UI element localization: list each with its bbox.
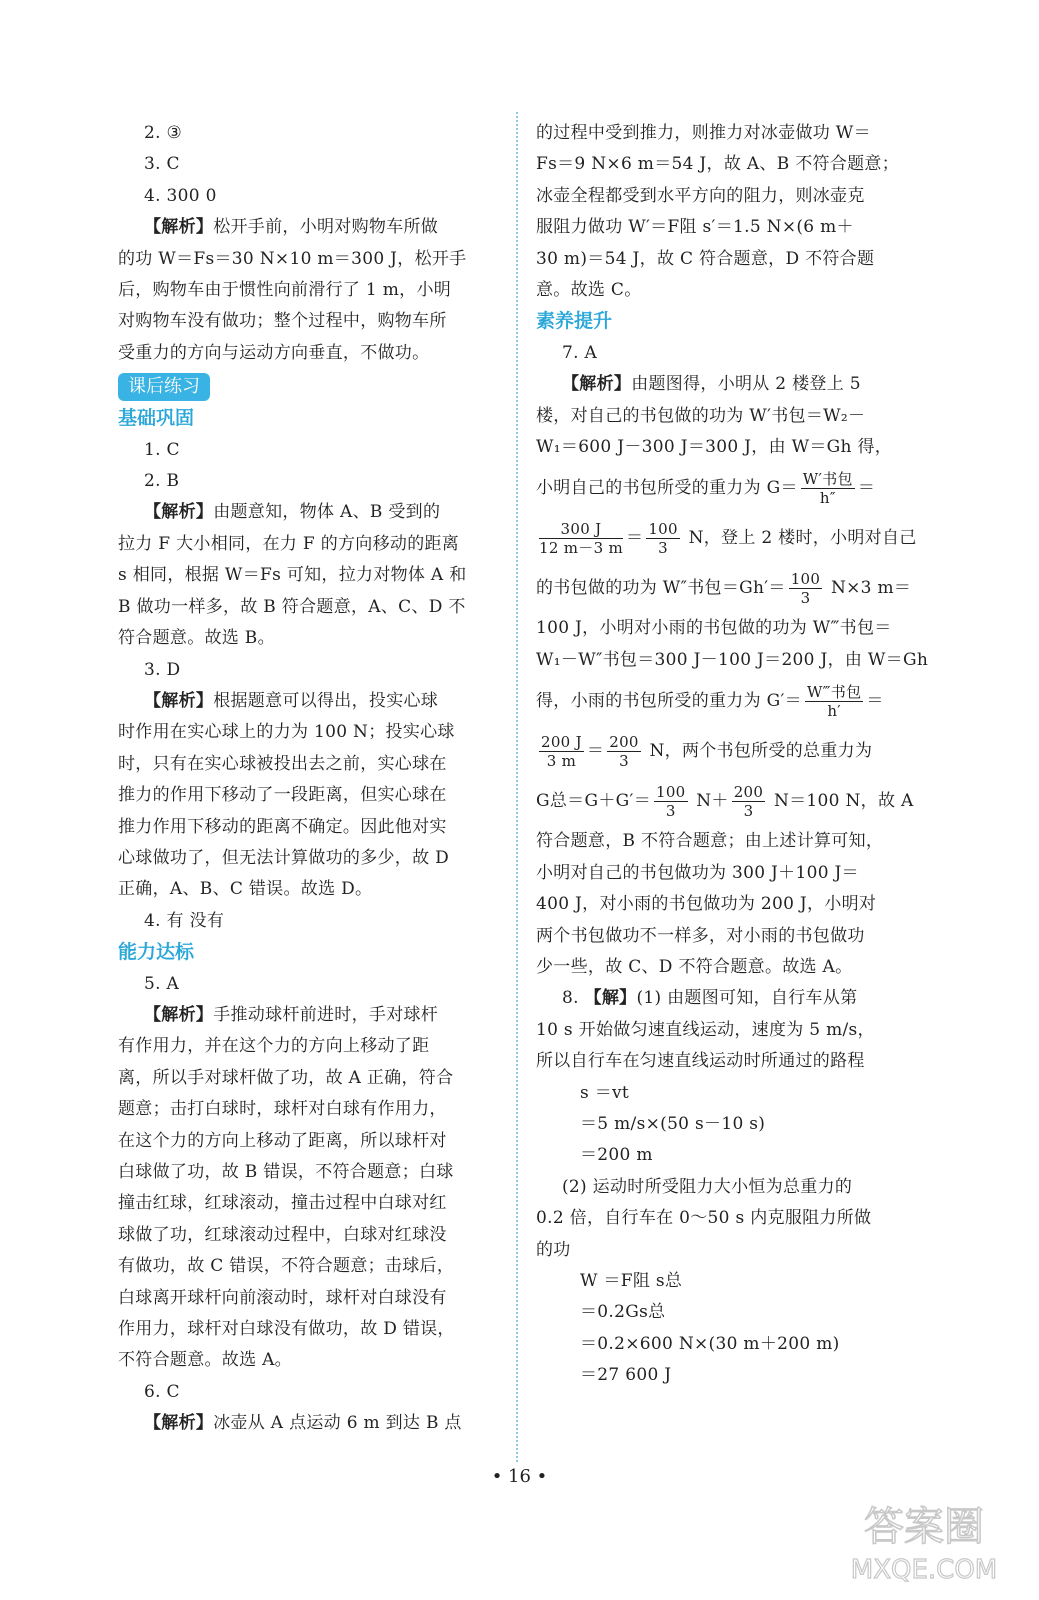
fraction-numerator: 200 [609,733,639,752]
text-content: 有作用力，并在这个力的方向上移动了距 [118,1036,430,1057]
text-content: W₁＝600 J－300 J＝300 J，由 W＝Gh 得， [536,437,893,458]
text-content: 对购物车没有做功；整个过程中，购物车所 [118,311,447,332]
text-content: 100 J，小明对小雨的书包做的功为 W‴书包＝ [536,618,892,639]
text-content: G总＝G＋G′＝ [536,791,651,812]
analysis-tag: 【解析】 [144,1004,214,1025]
column-divider [516,112,518,1462]
text-content: 题意；击打白球时，球杆对白球有作用力， [118,1099,447,1120]
section-banner: 课后练习 [118,373,210,401]
text-content: 在这个力的方向上移动了距离，所以球杆对 [118,1130,447,1151]
text-content: 两个书包做功不一样多，对小雨的书包做功 [536,925,865,946]
text-line [536,776,918,826]
fraction-denominator: 3 [743,802,754,821]
text-content: 2. B [144,471,180,492]
text-content: ＝ [857,478,876,499]
text-line [118,1063,500,1094]
text-content: 受重力的方向与运动方向垂直，不做功。 [118,342,430,363]
text-content: 正确，A、B、C 错误。故选 D。 [118,879,373,900]
text-content: 离，所以手对球杆做了功，故 A 正确，符合 [118,1067,454,1088]
text-line [118,780,500,811]
fraction-numerator: 300 J [539,520,623,539]
text-line [118,1188,500,1219]
text-content: 2. ③ [144,123,183,143]
analysis-tag: 【解析】 [144,502,214,523]
fraction [654,783,688,820]
text-line [118,306,500,337]
text-content: 推力作用下移动的距离不确定。因此他对实 [118,816,447,837]
solution-tag: 【解】 [584,988,637,1009]
analysis-tag: 【解析】 [144,217,214,238]
text-content: N，两个书包所受的总重力为 [643,741,873,762]
fraction [539,520,623,557]
text-content: 根据题意可以得出，投实心球 [213,690,439,711]
text-content: 时，只有在实心球被投出去之前，实心球在 [118,753,447,774]
text-line [536,826,918,857]
text-line [118,1345,500,1376]
fraction-numerator: 100 [648,520,678,539]
text-line [536,369,918,400]
text-line [118,1408,500,1439]
text-content: N＋ [690,791,729,812]
text-content: 符合题意，B 不符合题意；由上述计算可知， [536,831,884,852]
right-column [536,118,929,1392]
text-line [118,118,500,149]
text-line [118,749,500,780]
text-content: 10 s 开始做匀速直线运动，速度为 5 m/s， [536,1019,875,1040]
section-heading: 能力达标 [118,941,195,964]
text-line [118,969,500,1000]
text-content: 楼，对自己的书包做的功为 W′书包＝W₂－ [536,405,866,426]
section-heading: 素养提升 [536,310,613,333]
text-line [118,1220,500,1251]
text-content: (2) 运动时所受阻力大小恒为总重力的 [562,1176,853,1197]
text-content: 的书包做的功为 W″书包＝Gh′＝ [536,578,786,599]
watermark-line2: MXQE.COM [850,1555,998,1585]
fraction-numerator: 100 [790,570,821,589]
text-content: 6. C [144,1381,180,1402]
fraction-denominator: 12 m－3 m [539,539,624,558]
text-content: N×3 m＝ [825,578,912,599]
text-line [118,560,500,591]
analysis-tag: 【解析】 [562,374,632,395]
text-content: 由题意知，物体 A、B 受到的 [213,502,441,523]
text-line [536,118,918,149]
text-line [536,983,918,1014]
text-line [536,1266,918,1297]
watermark-line1: 答案圈 [864,1504,984,1550]
text-content: ＝ [626,528,644,549]
text-content: 符合题意。故选 B。 [118,628,275,649]
text-line [118,812,500,843]
text-line [536,401,918,432]
fraction-denominator: 3 [665,802,676,821]
text-line [536,1297,918,1328]
text-content: 4. 有 没有 [144,910,225,931]
text-content: 由题图得，小明从 2 楼登上 5 [631,374,861,395]
text-content: s 相同，根据 W＝Fs 可知，拉力对物体 A 和 [118,565,467,586]
fraction-denominator: 3 [658,539,669,558]
left-column [118,118,500,1440]
text-line [118,1157,500,1188]
text-line [118,1000,500,1031]
text-content: 不符合题意。故选 A。 [118,1350,292,1371]
text-line [536,726,918,776]
text-line [536,645,929,676]
text-content: ＝0.2Gs总 [580,1302,666,1323]
text-line [118,592,500,623]
fraction [646,520,680,557]
text-line [536,432,918,463]
analysis-tag: 【解析】 [144,1413,214,1434]
text-line [536,1109,918,1140]
text-content: 4. 300 0 [144,185,217,206]
text-line [536,1203,918,1234]
text-content: 0.2 倍，自行车在 0～50 s 内克服阻力所做 [536,1208,872,1229]
text-content: 小明对自己的书包做功为 300 J＋100 J＝ [536,862,859,883]
text-line [536,244,918,275]
text-content: 后，购物车由于惯性向前滑行了 1 m，小明 [118,280,452,301]
text-content: 松开手前，小明对购物车所做 [213,217,439,238]
text-line [536,212,918,243]
fraction-numerator: 100 [656,783,686,802]
text-content: N，登上 2 楼时，小明对自己 [682,528,917,549]
text-line [118,843,500,874]
text-content: W ＝F阻 s总 [580,1270,683,1291]
text-content: 的功 W＝Fs＝30 N×10 m＝300 J，松开手 [118,248,467,269]
text-content: 小明自己的书包所受的重力为 G＝ [536,478,798,499]
watermark-logo [829,1490,1019,1590]
text-content: ＝ [866,691,884,712]
text-line [118,717,500,748]
text-line [536,613,918,644]
fraction-numerator: W‴书包 [806,683,862,702]
text-content: ＝ [586,741,605,762]
fraction-denominator: 3 [800,589,811,608]
text-content: 3. D [144,659,181,680]
fraction [539,733,584,770]
text-content: 少一些，故 C、D 不符合题意。故选 A。 [536,956,853,977]
text-line [118,1126,500,1157]
fraction [607,733,641,770]
text-line [536,952,918,983]
text-line [118,1031,500,1062]
text-line [536,463,918,513]
text-content: 白球离开球杆向前滚动时，球杆对白球没有 [118,1287,447,1308]
text-content: 有做功，故 C 错误，不符合题意；击球后， [118,1256,455,1277]
text-line [536,275,918,306]
text-line [118,655,500,686]
text-content: 7. A [562,342,598,363]
text-line [536,1360,918,1391]
text-line [118,906,500,937]
text-content: 冰壶从 A 点运动 6 m 到达 B 点 [213,1413,462,1434]
text-line [536,1046,918,1077]
text-line [536,149,918,180]
text-line [118,181,500,212]
text-content: 心球做功了，但无法计算做功的多少，故 D [118,847,450,868]
text-line [536,513,918,563]
fraction-numerator: 200 [733,783,764,802]
text-content: 白球做了功，故 B 错误，不符合题意；白球 [118,1162,454,1182]
text-line [118,686,500,717]
text-content: B 做功一样多，故 B 符合题意，A、C、D 不 [118,596,466,617]
text-line [118,529,500,560]
text-line [118,623,500,654]
text-content: 推力的作用下移动了一段距离，但实心球在 [118,785,447,806]
text-content: 8. [562,988,585,1009]
text-line [118,212,500,243]
text-line [536,1015,918,1046]
text-content: ＝27 600 J [580,1365,672,1386]
fraction [789,570,823,607]
text-content: 所以自行车在匀速直线运动时所通过的路程 [536,1051,865,1072]
text-line [536,1172,918,1203]
text-line [118,1094,500,1125]
text-line [118,149,500,180]
text-content: s ＝vt [580,1082,630,1103]
text-line [536,1235,918,1266]
text-line [536,1078,918,1109]
text-line [118,1283,500,1314]
text-content: (1) 由题图可知，自行车从第 [636,988,858,1009]
text-line [536,921,918,952]
text-line [536,1140,918,1171]
fraction-denominator: h′ [827,702,841,721]
text-content: 30 m)＝54 J，故 C 符合题意，D 不符合题 [536,248,875,269]
fraction [805,683,863,720]
text-line [536,563,918,613]
text-content: 球做了功，红球滚动过程中，白球对红球没 [118,1224,447,1245]
text-line [118,1251,500,1282]
text-line [118,275,500,306]
text-line [118,497,500,528]
fraction-denominator: h″ [819,489,836,508]
text-content: 手推动球杆前进时，手对球杆 [213,1004,439,1025]
analysis-tag: 【解析】 [144,690,214,711]
text-line [118,338,500,369]
text-content: 作用力，球杆对白球没有做功，故 D 错误， [118,1319,455,1340]
text-content: 的过程中受到推力，则推力对冰壶做功 W＝ [536,123,871,143]
text-content: 服阻力做功 W′＝F阻 s′＝1.5 N×(6 m＋ [536,217,854,238]
text-content: 意。故选 C。 [536,280,642,301]
text-content: 得，小雨的书包所受的重力为 G′＝ [536,691,802,712]
text-content: ＝5 m/s×(50 s－10 s) [580,1113,766,1134]
fraction [732,783,766,820]
text-line [536,1329,918,1360]
fraction-numerator: 200 J [541,733,582,752]
fraction-denominator: 3 m [546,752,577,771]
text-content: 3. C [144,154,180,175]
text-line [536,676,918,726]
text-content: 时作用在实心球上的力为 100 N；投实心球 [118,722,455,743]
text-content: Fs＝9 N×6 m＝54 J，故 A、B 不符合题意； [536,154,900,175]
text-line [536,338,918,369]
text-content: W₁－W″书包＝300 J－100 J＝200 J，由 W＝Gh [536,649,929,670]
fraction-numerator: W′书包 [802,470,853,489]
text-content: N＝100 N，故 A [768,791,914,812]
text-content: 冰壶全程都受到水平方向的阻力，则冰壶克 [536,185,865,206]
text-line [118,244,500,275]
text-content: 400 J，对小雨的书包做功为 200 J，小明对 [536,894,877,915]
text-content: 撞击红球，红球滚动，撞击过程中白球对红 [118,1193,447,1214]
text-line [118,874,500,905]
text-line [536,181,918,212]
text-line [536,858,918,889]
text-line [118,435,500,466]
text-line [536,889,918,920]
text-content: ＝0.2×600 N×(30 m＋200 m) [580,1333,840,1354]
fraction-denominator: 3 [619,752,629,771]
text-content: 拉力 F 大小相同，在力 F 的方向移动的距离 [118,533,460,554]
text-line [118,1314,500,1345]
fraction [801,470,855,507]
text-content: 5. A [144,973,180,994]
text-content: ＝200 m [580,1145,653,1166]
text-content: 1. C [144,439,180,460]
page-number: • 16 • [491,1466,548,1487]
text-line [118,1377,500,1408]
text-content: 的功 [536,1239,571,1260]
text-line [118,466,500,497]
section-heading: 基础巩固 [118,407,195,430]
